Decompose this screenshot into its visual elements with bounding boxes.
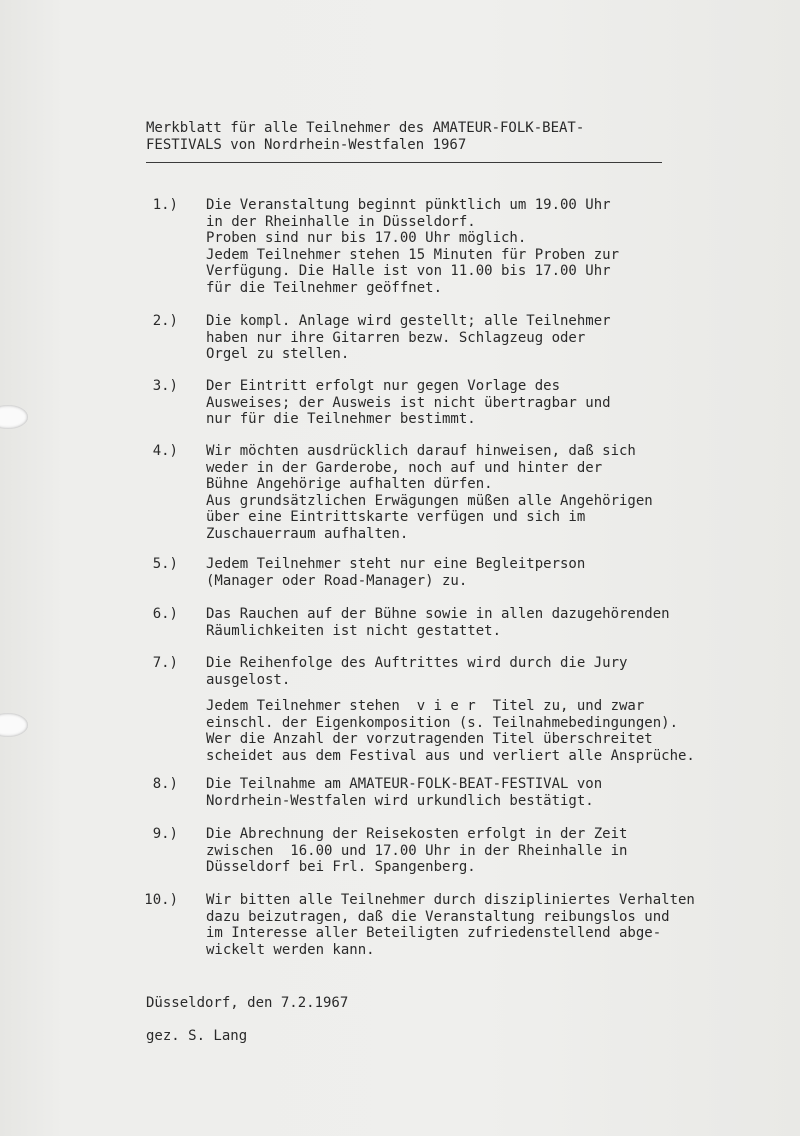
item-line: zwischen 16.00 und 17.00 Uhr in der Rheinhalle in — [206, 842, 628, 859]
list-item — [130, 197, 790, 296]
item-line: im Interesse aller Beteiligten zufriedenstellend abge- — [206, 925, 662, 941]
item-line: Die Teilnahme am AMATEUR-FOLK-BEAT-FESTIVAL von — [206, 776, 603, 792]
item-line: Wer die Anzahl der vorzutragenden Titel überschreitet — [206, 731, 653, 747]
item-line: dazu beizutragen, daß die Veranstaltung reibungslos und — [206, 908, 670, 925]
item-line: Räumlichkeiten ist nicht gestattet. — [206, 622, 502, 639]
paragraph-gap — [206, 688, 790, 698]
item-line: Bühne Angehörige aufhalten dürfen. — [206, 476, 493, 492]
title-line-1: Merkblatt für alle Teilnehmer des AMATEUR-FOLK-BEAT- — [146, 120, 585, 136]
item-line: ausgelost. — [206, 671, 291, 688]
item-line: Wir bitten alle Teilnehmer durch diszipliniertes Verhalten — [206, 892, 695, 908]
item-line: Orgel zu stellen. — [206, 346, 350, 362]
item-line: für die Teilnehmer geöffnet. — [206, 279, 443, 296]
list-item — [130, 826, 790, 876]
list-item — [130, 776, 790, 809]
item-line: weder in der Garderobe, noch auf und hinter der — [206, 459, 603, 476]
item-text — [206, 197, 790, 296]
list-item — [130, 378, 790, 428]
punch-hole-top — [0, 405, 28, 429]
place-date: Düsseldorf, den 7.2.1967 — [146, 995, 349, 1011]
item-text — [206, 892, 790, 958]
item-line: über eine Eintrittskarte verfügen und sich im — [206, 509, 586, 525]
item-line: scheidet aus dem Festival aus und verliert alle Ansprüche. — [206, 747, 695, 764]
title-line-2: FESTIVALS von Nordrhein-Westfalen 1967 — [146, 137, 467, 153]
item-number: 7.) — [152, 655, 178, 671]
item-line: Wir möchten ausdrücklich darauf hinweisen, daß sich — [206, 443, 636, 459]
list-item — [130, 655, 790, 764]
item-text — [206, 556, 790, 589]
item-line: Die kompl. Anlage wird gestellt; alle Teilnehmer — [206, 313, 611, 329]
punch-hole-bottom — [0, 713, 28, 737]
item-line: haben nur ihre Gitarren bezw. Schlagzeug oder — [206, 329, 586, 346]
document-title — [146, 120, 666, 154]
item-line: Der Eintritt erfolgt nur gegen Vorlage des — [206, 378, 561, 394]
item-text — [206, 826, 790, 876]
list-item — [130, 556, 790, 589]
item-line: einschl. der Eigenkomposition (s. Teilnahmebedingungen). — [206, 714, 679, 731]
item-line: nur für die Teilnehmer bestimmt. — [206, 411, 476, 427]
item-line: Die Veranstaltung beginnt pünktlich um 19.00 Uhr — [206, 197, 611, 213]
title-underline — [146, 162, 662, 163]
item-line: Verfügung. Die Halle ist von 11.00 bis 17.00 Uhr — [206, 263, 611, 279]
item-number: 3.) — [152, 378, 178, 394]
item-line: (Manager oder Road-Manager) zu. — [206, 572, 468, 589]
signature: gez. S. Lang — [146, 1028, 248, 1044]
item-number: 9.) — [152, 826, 178, 842]
list-item — [130, 313, 790, 363]
item-text — [206, 378, 790, 428]
item-line: Die Reihenfolge des Auftrittes wird durch die Jury — [206, 655, 628, 671]
item-line: Das Rauchen auf der Bühne sowie in allen dazugehörenden — [206, 606, 670, 622]
item-line: Ausweises; der Ausweis ist nicht übertragbar und — [206, 394, 611, 411]
list-item — [130, 606, 790, 639]
item-line: Zuschauerraum aufhalten. — [206, 525, 409, 542]
item-line: Düsseldorf bei Frl. Spangenberg. — [206, 859, 476, 875]
item-text — [206, 313, 790, 363]
item-line: wickelt werden kann. — [206, 941, 375, 958]
list-item — [130, 892, 790, 958]
item-line: Jedem Teilnehmer steht nur eine Begleitperson — [206, 556, 586, 572]
item-number: 6.) — [152, 606, 178, 622]
item-number: 8.) — [152, 776, 178, 792]
item-number: 5.) — [152, 556, 178, 572]
item-line: Die Abrechnung der Reisekosten erfolgt in der Zeit — [206, 826, 628, 842]
item-line: Jedem Teilnehmer stehen 15 Minuten für Proben zur — [206, 246, 620, 263]
item-number: 10.) — [144, 892, 178, 908]
item-line: Jedem Teilnehmer stehen v i e r Titel zu, und zwar — [206, 698, 645, 714]
item-text — [206, 443, 790, 542]
item-number: 4.) — [152, 443, 178, 459]
item-line: Proben sind nur bis 17.00 Uhr möglich. — [206, 230, 527, 246]
list-item — [130, 443, 790, 542]
item-text — [206, 776, 790, 809]
item-number: 2.) — [152, 313, 178, 329]
item-line: Nordrhein-Westfalen wird urkundlich bestätigt. — [206, 792, 594, 809]
item-text — [206, 606, 790, 639]
item-text — [206, 655, 790, 764]
item-number: 1.) — [152, 197, 178, 213]
item-line: Aus grundsätzlichen Erwägungen müßen alle Angehörigen — [206, 492, 653, 509]
item-line: in der Rheinhalle in Düsseldorf. — [206, 213, 476, 230]
